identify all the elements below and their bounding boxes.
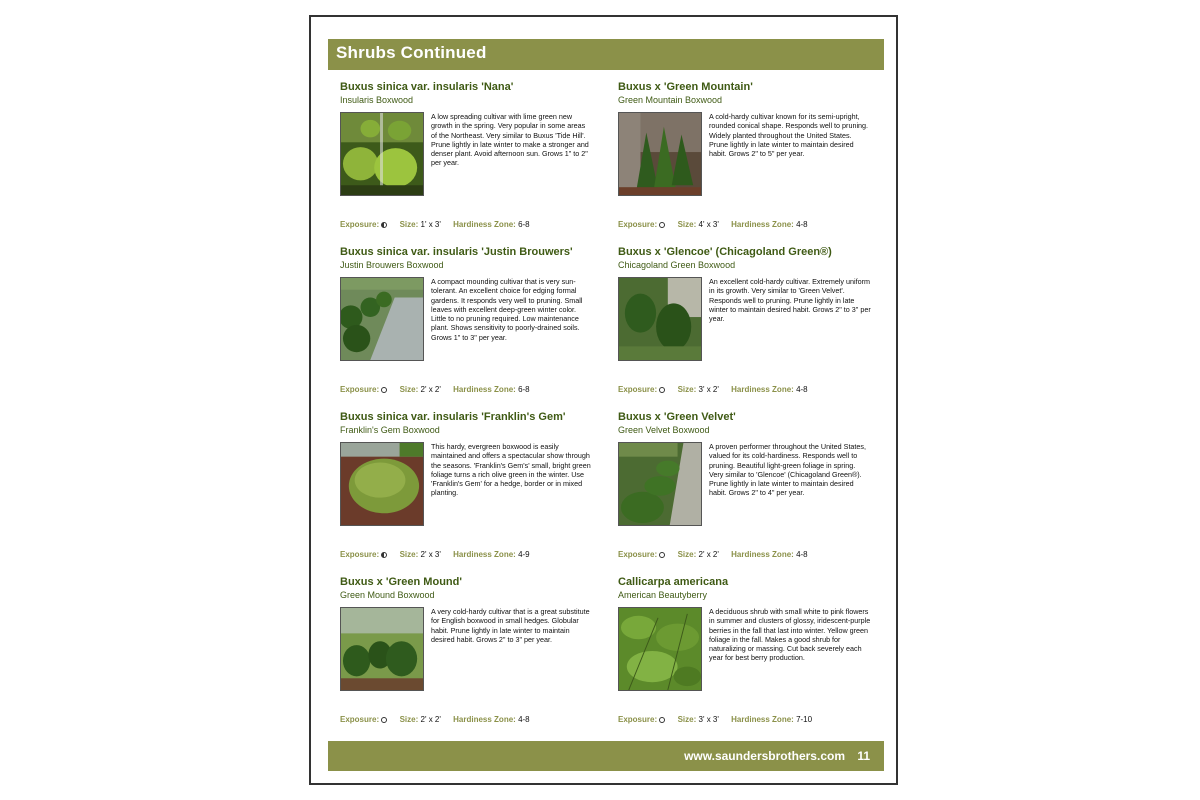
full-sun-icon (381, 717, 387, 723)
size-label: Size: (677, 385, 697, 394)
hardiness-label: Hardiness Zone: (731, 220, 794, 229)
hardiness-label: Hardiness Zone: (453, 550, 516, 559)
size-label: Size: (677, 550, 697, 559)
size-value: 3' x 2' (698, 385, 719, 394)
plant-entry (340, 246, 605, 406)
size-value: 2' x 3' (420, 550, 441, 559)
plant-botanical-name: Buxus x 'Green Mountain' (618, 81, 753, 93)
size-value: 2' x 2' (420, 715, 441, 724)
plant-specs (340, 715, 540, 724)
plant-common-name: Justin Brouwers Boxwood (340, 260, 444, 270)
plant-common-name: Franklin's Gem Boxwood (340, 425, 440, 435)
plant-botanical-name: Callicarpa americana (618, 576, 729, 588)
plant-description: A very cold-hardy cultivar that is a great substitute for English boxwood in small hedges. Globular habit. Prune lightly in late winter to maintain desired habit. Grows 2" to 3" per year. (431, 607, 590, 644)
plant-description: A compact mounding cultivar that is very sun-tolerant. An excellent choice for edging formal gardens. It responds very well to pruning. Small leaves with excellent deep-green winter color. Little to no pruning required. Low maintenance plant. Shows sensitivity to poorly-drained soils. Grows 1" to 3" per year. (431, 277, 583, 342)
plant-photo (618, 607, 702, 691)
plant-botanical-name: Buxus x 'Glencoe' (Chicagoland Green®) (618, 246, 832, 258)
plant-specs (618, 220, 818, 229)
plant-description: A deciduous shrub with small white to pink flowers in summer and clusters of glossy, iridescent-purple berries in the fall that last into winter. Yellow green foliage in the fall. Makes a good shrub for naturalizing or massing. Cut back severely each year for best berry production. (709, 607, 871, 663)
plant-photo (618, 112, 702, 196)
exposure-label: Exposure: (618, 385, 658, 394)
plant-specs (340, 550, 540, 559)
exposure-label: Exposure: (618, 715, 658, 724)
plant-common-name: Green Velvet Boxwood (618, 425, 710, 435)
size-value: 4' x 3' (698, 220, 719, 229)
plant-common-name: Green Mountain Boxwood (618, 95, 723, 105)
plant-description: A cold-hardy cultivar known for its semi-upright, rounded conical shape. Responds well to pruning. Widely planted throughout the United States. Prune lightly in late winter to maintain desired habit. Grows 2" to 5" per year. (709, 112, 869, 159)
size-label: Size: (399, 550, 419, 559)
plant-photo (340, 112, 424, 196)
plant-photo (340, 442, 424, 526)
plant-common-name: Insularis Boxwood (340, 95, 414, 105)
full-sun-icon (659, 552, 665, 558)
hardiness-value: 7-10 (796, 715, 813, 724)
exposure-label: Exposure: (618, 220, 658, 229)
page-number: 11 (857, 749, 870, 763)
hardiness-value: 4-9 (518, 550, 530, 559)
hardiness-value: 4-8 (518, 715, 530, 724)
plant-specs (340, 220, 540, 229)
exposure-label: Exposure: (340, 220, 380, 229)
full-sun-icon (659, 222, 665, 228)
website-link[interactable]: www.saundersbrothers.com (684, 749, 845, 763)
footer-bar (328, 741, 884, 771)
plant-specs (618, 715, 822, 724)
plant-description: This hardy, evergreen boxwood is easily maintained and offers a spectacular show through the seasons. 'Franklin's Gem's' small, bright green foliage turns a rich olive green in the winter. Use 'Franklin's Gem' for a hedge, border or in mixed planting. (431, 442, 591, 498)
plant-specs (618, 385, 818, 394)
plant-botanical-name: Buxus x 'Green Velvet' (618, 411, 736, 423)
exposure-label: Exposure: (340, 385, 380, 394)
full-sun-icon (659, 717, 665, 723)
plant-entry (618, 81, 883, 241)
plant-entry (618, 576, 883, 736)
hardiness-value: 6-8 (518, 220, 530, 229)
plant-common-name: Chicagoland Green Boxwood (618, 260, 736, 270)
plant-common-name: American Beautyberry (618, 590, 708, 600)
plant-specs (618, 550, 818, 559)
hardiness-label: Hardiness Zone: (731, 715, 794, 724)
plant-photo (340, 277, 424, 361)
plant-botanical-name: Buxus sinica var. insularis 'Nana' (340, 81, 514, 93)
plant-specs (340, 385, 540, 394)
plant-common-name: Green Mound Boxwood (340, 590, 435, 600)
size-label: Size: (399, 385, 419, 394)
part-sun-icon (381, 222, 387, 228)
plant-botanical-name: Buxus sinica var. insularis 'Justin Brouwers' (340, 246, 573, 258)
catalog-page (309, 15, 898, 785)
full-sun-icon (381, 387, 387, 393)
page-title: Shrubs Continued (336, 43, 487, 62)
hardiness-label: Hardiness Zone: (453, 715, 516, 724)
size-label: Size: (677, 220, 697, 229)
hardiness-value: 4-8 (796, 550, 808, 559)
size-label: Size: (399, 220, 419, 229)
size-label: Size: (677, 715, 697, 724)
hardiness-label: Hardiness Zone: (453, 385, 516, 394)
hardiness-value: 4-8 (796, 220, 808, 229)
exposure-label: Exposure: (340, 715, 380, 724)
plant-description: A low spreading cultivar with lime green new growth in the spring. Very popular in some areas of the Northeast. Very similar to Buxus 'Tide Hill'. Prune lightly in late winter to make a stronger and denser plant. Avoid afternoon sun. Grows 1" to 2" per year. (431, 112, 589, 168)
plant-entry (340, 81, 605, 241)
size-value: 1' x 3' (420, 220, 441, 229)
exposure-label: Exposure: (340, 550, 380, 559)
exposure-label: Exposure: (618, 550, 658, 559)
hardiness-label: Hardiness Zone: (731, 385, 794, 394)
hardiness-label: Hardiness Zone: (731, 550, 794, 559)
plant-botanical-name: Buxus x 'Green Mound' (340, 576, 462, 588)
size-value: 2' x 2' (698, 550, 719, 559)
plant-photo (340, 607, 424, 691)
plant-botanical-name: Buxus sinica var. insularis 'Franklin's Gem' (340, 411, 566, 423)
hardiness-value: 6-8 (518, 385, 530, 394)
plant-entry (340, 576, 605, 736)
size-value: 2' x 2' (420, 385, 441, 394)
plant-entry (340, 411, 605, 571)
plant-description: An excellent cold-hardy cultivar. Extremely uniform in its growth. Very similar to 'Green Velvet'. Responds well to pruning. Prune lightly in late winter to maintain desired habit. Grows 2" to 3" per year. (709, 277, 871, 324)
header-bar (328, 39, 884, 70)
part-sun-icon (381, 552, 387, 558)
hardiness-label: Hardiness Zone: (453, 220, 516, 229)
plant-entry (618, 246, 883, 406)
plant-photo (618, 442, 702, 526)
full-sun-icon (659, 387, 665, 393)
plant-photo (618, 277, 702, 361)
plant-description: A proven performer throughout the United States, valued for its cold-hardiness. Responds well to pruning. Beautiful light-green foliage in spring. Very similar to 'Glencoe' (Chicagoland Green®). Prune lightly in late winter to maintain desired habit. Grows 2" to 4" per year. (709, 442, 867, 498)
plant-entry (618, 411, 883, 571)
hardiness-value: 4-8 (796, 385, 808, 394)
size-value: 3' x 3' (698, 715, 719, 724)
size-label: Size: (399, 715, 419, 724)
